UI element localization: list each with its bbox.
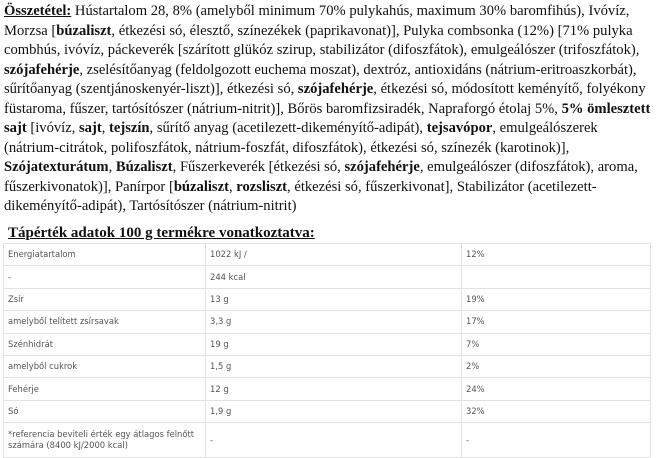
nutrient-ri: 2% [462,355,651,377]
nutrient-ri: 17% [462,311,651,333]
nutrient-name: Só [4,400,206,422]
nutrient-ri: 32% [462,400,651,422]
ingredient-segment: , [108,159,116,175]
nutrient-amount: - [206,423,462,458]
nutrient-name: Energiatartalom [4,244,206,266]
ingredient-segment: [ivóvíz, [26,120,79,136]
ingredient-allergen: Búzaliszt [115,159,173,175]
ingredient-allergen: szójafehérje [4,61,80,78]
ingredient-segment: , emulgeálószerek (nátrium-citrátok, polifoszfátok, nátrium-foszfát, difoszfátok), étkezési só, színezék (karotinok)], [4,120,598,156]
nutrient-amount: 12 g [206,378,462,400]
ingredients-label: Összetétel: [4,3,72,19]
nutrient-ri: 7% [462,333,651,355]
ingredient-allergen: búzaliszt [173,178,229,195]
nutrient-amount: 244 kcal [206,266,462,288]
ingredient-segment: , [228,178,237,195]
table-row [4,400,651,422]
ingredient-segment: , étkezési só, fűszerkivonat], Stabilizátor (acetilezett-dikeményítő-adipát), Tartósítószer (nátrium-nitrit) [4,178,597,214]
nutrient-amount: 13 g [206,288,462,310]
nutrient-amount: 3,3 g [206,311,462,333]
ingredients-text [4,2,654,217]
nutrient-name: Fehérje [4,378,206,400]
ingredient-allergen: rozsliszt [236,178,288,195]
ingredient-segment: , sűrítő anyag (acetilezett-dikeményítő-adipát), [149,120,427,136]
nutrient-ri: 19% [462,288,651,310]
nutrient-amount: 1022 kJ / [206,244,462,266]
table-row [4,244,651,266]
nutrient-amount: 19 g [206,333,462,355]
nutrition-table [3,243,651,458]
nutrient-name: amelyből telített zsírsavak [4,311,206,333]
nutrient-ri: - [462,423,651,458]
nutrient-ri: 12% [462,244,651,266]
nutrient-ri [462,266,651,288]
reference-note: *referencia beviteli érték egy átlagos felnőtt számára (8400 kJ/2000 kcal) [4,423,206,458]
ingredient-segment: , étkezési só, élesztő, színezékek (paprikavonat)], Pulyka combsonka (12%) [71% pulyka combhús, ivóvíz, páckeverék [szárított glükóz szirup, stabilizátor (difoszfátok), emulgeálószer (trifoszfátok), [4,22,640,58]
table-row [4,378,651,400]
nutrient-name: amelyből cukrok [4,355,206,377]
nutrient-amount: 1,5 g [206,355,462,377]
table-row [4,266,651,288]
table-row [4,288,651,310]
table-row [4,333,651,355]
ingredient-allergen: tejszín [109,120,150,136]
table-row [4,355,651,377]
ingredient-allergen: Szójatexturátum [4,159,109,175]
ingredient-segment: , [101,120,109,136]
nutrient-amount: 1,9 g [206,400,462,422]
table-row [4,423,651,458]
ingredient-allergen: tejsavópor [426,120,493,136]
ingredient-segment: , Fűszerkeverék [étkezési só, [172,159,345,175]
ingredient-allergen: szójafehérje [297,81,374,97]
nutrient-ri: 24% [462,378,651,400]
ingredient-segment: , zselésítőanyag (feldolgozott euchema moszat), dextróz, antioxidáns (nátrium-eritroaszkorbát), sűrítőanyag (szentjánoskenyér-liszt)], étkezési só, [4,61,637,97]
ingredient-allergen: sajt [79,120,102,136]
table-row [4,311,651,333]
nutrient-name: - [4,266,206,288]
ingredient-allergen: szójafehérje [344,159,420,175]
nutrient-name: Szénhidrát [4,333,206,355]
nutrition-heading: Tápérték adatok 100 g termékre vonatkoztatva: [8,225,315,241]
ingredient-segment: , emulgeálószer (difoszfátok), aroma, fűszerkivonatok)], Panírpor [ [4,159,638,195]
nutrient-name: Zsír [4,288,206,310]
ingredient-segment: Hústartalom 28, 8% (amelyből minimum 70% pulykahús, maximum 30% baromfihús), Ivóvíz, Morzsa [ [4,3,630,39]
ingredient-allergen: búzaliszt [56,22,112,39]
ingredient-segment: , étkezési só, módosított keményítő, folyékony füstaroma, fűszer, tartósítószer (nátrium-nitrit)], Bőrös baromfizsiradék, Napraforgó étolaj 5%, [4,81,646,117]
ingredient-allergen: 5% ömlesztett sajt [4,100,651,136]
